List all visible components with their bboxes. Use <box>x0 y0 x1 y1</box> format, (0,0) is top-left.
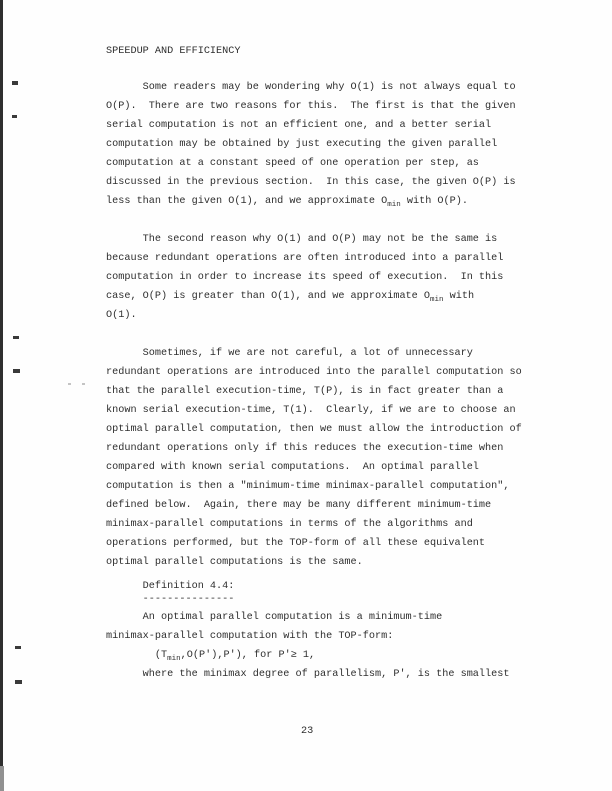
paragraph-2 <box>106 230 576 325</box>
scan-edge-strip <box>0 0 3 791</box>
paragraph-3 <box>106 344 576 572</box>
scan-speck <box>68 383 71 385</box>
text-line: The second reason why O(1) and O(P) may not be the same is <box>106 234 498 245</box>
margin-mark <box>12 81 18 85</box>
margin-mark <box>13 336 19 339</box>
margin-mark <box>15 646 21 649</box>
text-line: redundant operations are introduced into the parallel computation so <box>106 367 522 378</box>
text-line: discussed in the previous section. In this case, the given O(P) is <box>106 177 516 188</box>
scan-edge-foot <box>0 766 4 791</box>
text-line: optimal parallel computation, then we must allow the introduction of <box>106 424 522 435</box>
definition-body <box>106 608 576 684</box>
text-line: optimal parallel computations is the same. <box>106 557 363 568</box>
text-line: because redundant operations are often introduced into a parallel <box>106 253 504 264</box>
paragraph-1 <box>106 78 576 211</box>
text-line: minimax-parallel computation with the TOP-form: <box>106 631 394 642</box>
text-line: Sometimes, if we are not careful, a lot of unnecessary <box>106 348 473 359</box>
definition-title: Definition 4.4: <box>106 581 235 592</box>
text-line: computation is then a "minimum-time minimax-parallel computation", <box>106 481 510 492</box>
text-line: minimax-parallel computations in terms of the algorithms and <box>106 519 473 530</box>
text-line: less than the given O(1), and we approximate $O_{min}$ with O(P). <box>106 196 468 209</box>
text-line: compared with known serial computations. An optimal parallel <box>106 462 479 473</box>
text-line: computation at a constant speed of one operation per step, as <box>106 158 479 169</box>
margin-mark <box>15 680 22 684</box>
text-line: known serial execution-time, T(1). Clearly, if we are to choose an <box>106 405 516 416</box>
page-number: 23 <box>301 726 314 737</box>
text-line: redundant operations only if this reduces the execution-time when <box>106 443 504 454</box>
text-line: serial computation is not an efficient one, and a better serial <box>106 120 492 131</box>
scan-speck <box>82 383 85 385</box>
margin-mark <box>12 115 17 118</box>
text-line: case, O(P) is greater than O(1), and we approximate $O_{min}$ with <box>106 291 475 304</box>
text-line: operations performed, but the TOP-form of all these equivalent <box>106 538 486 549</box>
text-line: $(T_{min},O(P'),P')$, for P'≥ 1, <box>106 650 316 663</box>
text-line: computation may be obtained by just executing the given parallel <box>106 139 498 150</box>
page-content <box>106 42 576 684</box>
text-line: that the parallel execution-time, T(P), is in fact greater than a <box>106 386 504 397</box>
definition-block <box>106 577 576 684</box>
text-line: Some readers may be wondering why O(1) is not always equal to <box>106 82 516 93</box>
margin-mark <box>13 369 20 373</box>
section-heading: SPEEDUP AND EFFICIENCY <box>106 46 241 57</box>
text-line: O(P). There are two reasons for this. The first is that the given <box>106 101 516 112</box>
text-line: where the minimax degree of parallelism, P', is the smallest <box>106 669 510 680</box>
text-line: An optimal parallel computation is a minimum-time <box>106 612 443 623</box>
text-line: defined below. Again, there may be many different minimum-time <box>106 500 492 511</box>
text-line: O(1). <box>106 310 137 321</box>
definition-underline: --------------- <box>106 596 235 605</box>
text-line: computation in order to increase its speed of execution. In this <box>106 272 504 283</box>
